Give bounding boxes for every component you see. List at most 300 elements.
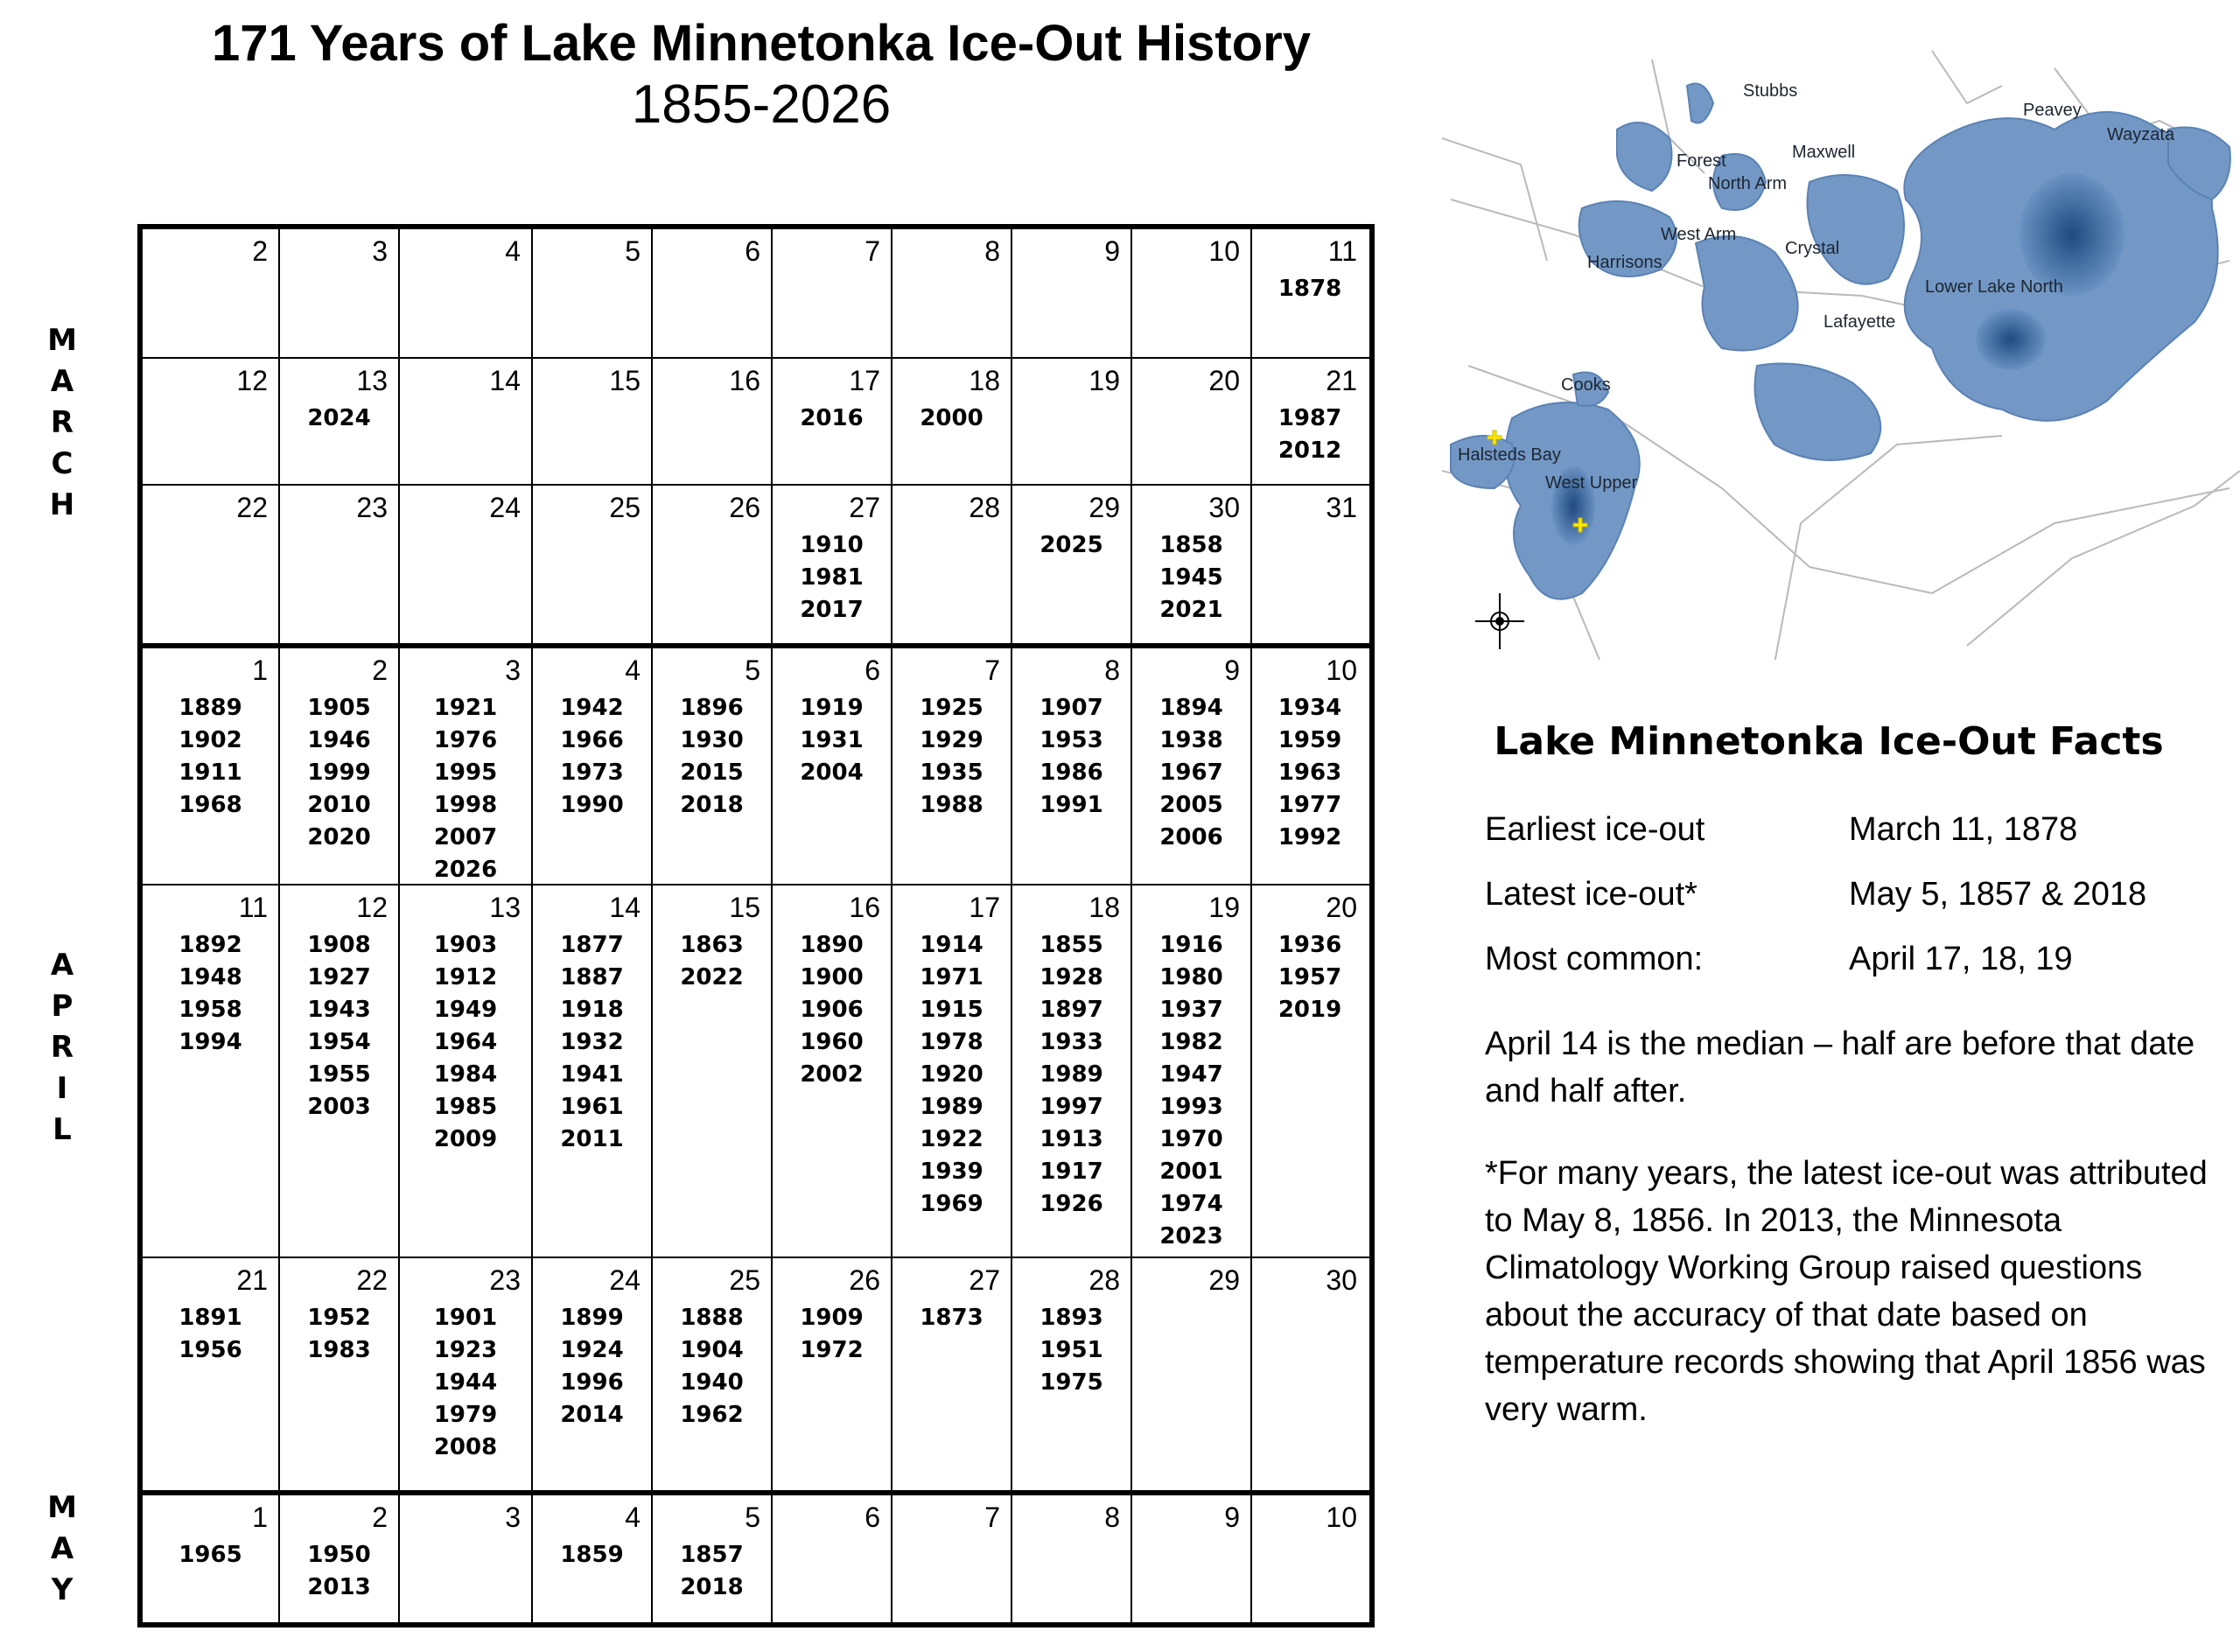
ice-out-year: 2018 (680, 1574, 744, 1600)
ice-out-year: 1928 (1040, 964, 1103, 990)
ice-out-year: 1951 (1040, 1337, 1103, 1363)
ice-out-year: 1971 (920, 964, 984, 990)
calendar-cell (651, 1495, 771, 1622)
ice-out-year: 1972 (800, 1337, 864, 1363)
calendar-cell (891, 886, 1011, 1256)
year-list (1132, 692, 1250, 854)
ice-out-year: 1953 (1040, 727, 1103, 753)
day-number: 22 (236, 492, 268, 523)
ice-out-year: 1976 (433, 727, 498, 753)
map-label: Stubbs (1743, 81, 1798, 101)
day-number: 1 (252, 1502, 268, 1533)
ice-out-year: 2021 (1159, 597, 1223, 623)
ice-out-year: 1918 (560, 997, 624, 1023)
fact-row (1485, 807, 2202, 859)
calendar-cell (651, 229, 771, 357)
day-number: 12 (356, 892, 388, 923)
year-list (1132, 529, 1250, 626)
ice-out-year: 1979 (433, 1402, 498, 1428)
map-label: Halsteds Bay (1458, 445, 1561, 465)
day-number: 14 (489, 365, 521, 396)
calendar-cell (1250, 886, 1368, 1256)
calendar-row (143, 1490, 1369, 1622)
ice-out-year: 1890 (800, 932, 864, 958)
day-number: 2 (252, 235, 268, 267)
map-label: Forest (1676, 151, 1726, 171)
facts-title: Lake Minnetonka Ice-Out Facts (1494, 719, 2164, 764)
ice-out-year: 1992 (1278, 824, 1342, 850)
day-number: 9 (1224, 654, 1240, 686)
day-number: 6 (864, 654, 880, 686)
day-number: 28 (969, 492, 1000, 523)
ice-out-year: 1933 (1040, 1029, 1103, 1055)
ice-out-year: 1906 (800, 997, 864, 1023)
ice-out-year: 1896 (680, 695, 744, 721)
ice-out-year: 2000 (920, 405, 984, 431)
calendar-cell (1130, 1258, 1250, 1490)
calendar-cell (651, 648, 771, 884)
day-number: 11 (238, 892, 268, 923)
ice-out-year: 1916 (1159, 932, 1223, 958)
calendar-cell (398, 1258, 531, 1490)
day-number: 15 (609, 365, 640, 396)
day-number: 1 (252, 654, 268, 686)
lake-map (1442, 33, 2240, 660)
ice-out-year: 1947 (1159, 1061, 1223, 1088)
ice-out-year: 1929 (920, 727, 984, 753)
calendar-cell (891, 486, 1011, 643)
map-label: West Upper (1545, 473, 1638, 493)
ice-out-year: 1975 (1040, 1369, 1103, 1396)
ice-out-year: 1904 (680, 1337, 744, 1363)
ice-out-year: 1941 (560, 1061, 624, 1088)
ice-out-year: 2009 (433, 1126, 498, 1152)
calendar-cell (531, 886, 651, 1256)
ice-out-year: 1945 (1159, 564, 1223, 591)
calendar-cell (398, 486, 531, 643)
year-list (653, 929, 771, 994)
month-label-april (44, 945, 80, 1151)
ice-out-year: 1903 (433, 932, 498, 958)
ice-out-year: 1978 (920, 1029, 984, 1055)
ice-out-year: 1899 (560, 1305, 624, 1331)
calendar-cell (771, 359, 891, 484)
ice-out-year: 2011 (560, 1126, 624, 1152)
calendar-cell (278, 229, 398, 357)
ice-out-year: 1974 (1159, 1191, 1223, 1217)
ice-out-year: 1967 (1159, 760, 1223, 786)
day-number: 19 (1208, 892, 1240, 923)
ice-out-year: 1932 (560, 1029, 624, 1055)
calendar-cell (651, 1258, 771, 1490)
fact-row (1485, 872, 2202, 924)
calendar-cell (1250, 648, 1368, 884)
day-number: 16 (729, 365, 760, 396)
calendar-cell (1130, 229, 1250, 357)
calendar-cell (1250, 359, 1368, 484)
page-title: 171 Years of Lake Minnetonka Ice-Out History (211, 15, 1312, 72)
ice-out-year: 1944 (433, 1369, 498, 1396)
day-number: 27 (969, 1264, 1000, 1296)
ice-out-year: 1926 (1040, 1191, 1103, 1217)
map-label: Crystal (1785, 239, 1840, 258)
year-list (773, 929, 891, 1091)
ice-out-year: 1969 (920, 1191, 984, 1217)
ice-out-year: 1963 (1278, 760, 1342, 786)
ice-out-year: 2013 (307, 1574, 371, 1600)
year-list (773, 402, 891, 435)
ice-out-year: 2016 (800, 405, 864, 431)
year-list (773, 692, 891, 789)
calendar-cell (143, 648, 278, 884)
day-number: 15 (729, 892, 760, 923)
ice-out-year: 1962 (680, 1402, 744, 1428)
fact-label: Latest ice-out* (1485, 876, 1698, 913)
ice-out-year: 1987 (1278, 405, 1342, 431)
month-label-may (44, 1488, 80, 1611)
ice-out-year: 1859 (560, 1542, 624, 1568)
year-list (533, 929, 651, 1156)
year-list (892, 929, 1011, 1221)
ice-out-year: 1902 (178, 727, 242, 753)
day-number: 12 (236, 365, 268, 396)
calendar-cell (1011, 648, 1130, 884)
month-letter: H (49, 487, 75, 522)
calendar-cell (1130, 359, 1250, 484)
ice-out-year: 2001 (1159, 1158, 1223, 1185)
calendar-cell (278, 359, 398, 484)
ice-out-year: 1994 (178, 1029, 242, 1055)
calendar-cell (771, 1258, 891, 1490)
ice-out-year: 1982 (1159, 1029, 1223, 1055)
year-list (653, 1302, 771, 1432)
day-number: 29 (1088, 492, 1120, 523)
ice-out-year: 1999 (307, 760, 371, 786)
ice-out-year: 1990 (560, 792, 624, 818)
calendar-cell (531, 359, 651, 484)
calendar-cell (1130, 486, 1250, 643)
ice-out-year: 1952 (307, 1305, 371, 1331)
day-number: 9 (1104, 235, 1120, 267)
ice-out-year: 1858 (1159, 532, 1223, 558)
day-number: 10 (1326, 654, 1357, 686)
calendar-cell (398, 886, 531, 1256)
map-label: Harrisons (1587, 253, 1662, 272)
ice-out-year: 2004 (800, 760, 864, 786)
map-label: North Arm (1708, 174, 1788, 193)
ice-out-year: 2022 (680, 964, 744, 990)
day-number: 6 (745, 235, 760, 267)
month-letter: A (50, 1531, 74, 1566)
ice-out-year: 1946 (307, 727, 371, 753)
year-list (1012, 1302, 1130, 1399)
day-number: 25 (729, 1264, 760, 1296)
day-number: 6 (864, 1502, 880, 1533)
day-number: 19 (1088, 365, 1120, 396)
year-list (1012, 529, 1130, 562)
day-number: 8 (984, 235, 1000, 267)
month-letter: L (52, 1112, 72, 1147)
ice-out-year: 2020 (307, 824, 371, 850)
ice-out-year: 1988 (920, 792, 984, 818)
year-list (892, 692, 1011, 822)
month-letter: C (51, 446, 74, 481)
day-number: 3 (372, 235, 388, 267)
day-number: 26 (849, 1264, 880, 1296)
calendar-cell (531, 1495, 651, 1622)
day-number: 17 (969, 892, 1000, 923)
year-list (400, 929, 531, 1156)
ice-out-year: 1997 (1040, 1094, 1103, 1120)
day-number: 17 (849, 365, 880, 396)
ice-out-year: 1984 (433, 1061, 498, 1088)
day-number: 16 (849, 892, 880, 923)
ice-out-year: 1966 (560, 727, 624, 753)
ice-out-year: 1930 (680, 727, 744, 753)
ice-out-year: 1986 (1040, 760, 1103, 786)
map-label: Wayzata (2107, 125, 2175, 144)
day-number: 11 (1327, 235, 1357, 267)
ice-out-year: 1863 (680, 932, 744, 958)
ice-out-year: 2006 (1159, 824, 1223, 850)
year-list (1252, 929, 1368, 1026)
ice-out-year: 1938 (1159, 727, 1223, 753)
day-number: 13 (356, 365, 388, 396)
year-list (1252, 402, 1368, 467)
page-subtitle: 1855-2026 (631, 74, 892, 135)
day-number: 30 (1208, 492, 1240, 523)
ice-out-year: 1893 (1040, 1305, 1103, 1331)
ice-out-year: 1913 (1040, 1126, 1103, 1152)
ice-out-year: 1961 (560, 1094, 624, 1120)
day-number: 23 (356, 492, 388, 523)
calendar-cell (278, 886, 398, 1256)
calendar-cell (1130, 886, 1250, 1256)
ice-out-year: 1995 (433, 760, 498, 786)
calendar-cell (278, 648, 398, 884)
day-number: 5 (625, 235, 640, 267)
ice-out-year: 2008 (433, 1434, 498, 1460)
calendar-cell (651, 486, 771, 643)
ice-out-year: 2018 (680, 792, 744, 818)
calendar-row (143, 884, 1369, 1256)
ice-out-year: 1891 (178, 1305, 242, 1331)
ice-out-year: 1905 (307, 695, 371, 721)
ice-out-year: 1939 (920, 1158, 984, 1185)
month-letter: R (50, 405, 74, 440)
ice-out-year: 2002 (800, 1061, 864, 1088)
ice-out-year: 1964 (433, 1029, 498, 1055)
day-number: 4 (625, 1502, 640, 1533)
fact-value: March 11, 1878 (1849, 811, 2078, 848)
ice-out-year: 2023 (1159, 1223, 1223, 1250)
ice-out-year: 1857 (680, 1542, 744, 1568)
ice-out-year: 1909 (800, 1305, 864, 1331)
calendar-row (143, 229, 1369, 357)
calendar-cell (531, 648, 651, 884)
day-number: 22 (356, 1264, 388, 1296)
year-list (533, 1302, 651, 1432)
ice-out-year: 2025 (1040, 532, 1103, 558)
day-number: 10 (1208, 235, 1240, 267)
ice-out-year: 2003 (307, 1094, 371, 1120)
day-number: 8 (1104, 1502, 1120, 1533)
day-number: 31 (1326, 492, 1357, 523)
map-label: Cooks (1561, 375, 1611, 395)
month-letter: R (50, 1030, 74, 1065)
ice-out-year: 1873 (920, 1305, 984, 1331)
calendar-cell (771, 886, 891, 1256)
year-list (280, 1302, 398, 1367)
calendar-cell (771, 229, 891, 357)
calendar-cell (651, 359, 771, 484)
year-list (892, 402, 1011, 435)
ice-out-year: 1991 (1040, 792, 1103, 818)
month-letter: Y (51, 1572, 74, 1607)
deep-water (1976, 309, 2046, 370)
ice-out-year: 1900 (800, 964, 864, 990)
calendar-row (143, 643, 1369, 884)
ice-out-year: 1920 (920, 1061, 984, 1088)
day-number: 4 (505, 235, 521, 267)
ice-out-year: 1931 (800, 727, 864, 753)
ice-out-year: 1927 (307, 964, 371, 990)
ice-out-year: 1901 (433, 1305, 498, 1331)
day-number: 30 (1326, 1264, 1357, 1296)
ice-out-year: 1934 (1278, 695, 1342, 721)
year-list (143, 692, 278, 822)
calendar-cell (1011, 486, 1130, 643)
fact-value: May 5, 1857 & 2018 (1849, 876, 2147, 913)
calendar-cell (278, 1258, 398, 1490)
calendar-row (143, 357, 1369, 484)
day-number: 4 (625, 654, 640, 686)
calendar-cell (1130, 1495, 1250, 1622)
ice-out-year: 1948 (178, 964, 242, 990)
day-number: 7 (984, 654, 1000, 686)
map-label: Lafayette (1824, 312, 1896, 332)
year-list (1132, 929, 1250, 1253)
ice-out-year: 1892 (178, 932, 242, 958)
month-letter: M (47, 1490, 77, 1525)
ice-out-year: 1950 (307, 1542, 371, 1568)
calendar-row (143, 1256, 1369, 1490)
ice-out-year: 1935 (920, 760, 984, 786)
ice-out-year: 1917 (1040, 1158, 1103, 1185)
ice-out-year: 1924 (560, 1337, 624, 1363)
ice-out-year: 1965 (178, 1542, 242, 1568)
ice-out-year: 2017 (800, 597, 864, 623)
year-list (400, 1302, 531, 1464)
calendar-cell (531, 229, 651, 357)
calendar-cell (278, 486, 398, 643)
year-list (280, 1539, 398, 1604)
year-list (653, 1539, 771, 1604)
day-number: 8 (1104, 654, 1120, 686)
year-list (773, 529, 891, 626)
ice-out-year: 1942 (560, 695, 624, 721)
month-letter: M (47, 323, 77, 358)
month-label-march (44, 320, 80, 526)
map-label: Maxwell (1792, 143, 1856, 162)
year-list (653, 692, 771, 822)
day-number: 13 (489, 892, 521, 923)
calendar-cell (891, 648, 1011, 884)
footnote: *For many years, the latest ice-out was attributed to May 8, 1856. In 2013, the Minnesota Climatology Working Group raised questions about the accuracy of that date based on temperature records showing that April 1856 was very warm. (1485, 1155, 2208, 1428)
ice-out-year: 1970 (1159, 1126, 1223, 1152)
month-letter: A (50, 948, 74, 983)
ice-out-year: 1937 (1159, 997, 1223, 1023)
calendar-cell (531, 1258, 651, 1490)
year-list (143, 1539, 278, 1572)
ice-out-year: 1943 (307, 997, 371, 1023)
ice-out-year: 1889 (178, 695, 242, 721)
calendar-cell (1250, 486, 1368, 643)
calendar-cell (143, 229, 278, 357)
day-number: 20 (1326, 892, 1357, 923)
day-number: 10 (1326, 1502, 1357, 1533)
ice-out-year: 2010 (307, 792, 371, 818)
calendar-cell (1011, 1495, 1130, 1622)
calendar-cell (771, 648, 891, 884)
day-number: 7 (984, 1502, 1000, 1533)
ice-out-calendar (137, 224, 1375, 1628)
ice-out-year: 1940 (680, 1369, 744, 1396)
day-number: 29 (1208, 1264, 1240, 1296)
calendar-cell (143, 1495, 278, 1622)
day-number: 2 (372, 654, 388, 686)
day-number: 3 (505, 1502, 521, 1533)
ice-out-year: 2005 (1159, 792, 1223, 818)
map-label: Peavey (2023, 101, 2082, 120)
calendar-cell (891, 229, 1011, 357)
calendar-cell (278, 1495, 398, 1622)
ice-out-year: 1907 (1040, 695, 1103, 721)
ice-out-year: 1983 (307, 1337, 371, 1363)
year-list (143, 929, 278, 1059)
median-note: April 14 is the median – half are before that date and half after. (1485, 1026, 2195, 1110)
day-number: 26 (729, 492, 760, 523)
calendar-cell (1011, 229, 1130, 357)
ice-out-year: 1910 (800, 532, 864, 558)
ice-out-year: 2026 (433, 857, 498, 883)
calendar-cell (398, 1495, 531, 1622)
day-number: 21 (1326, 365, 1357, 396)
ice-out-year: 1936 (1278, 932, 1342, 958)
calendar-cell (1130, 648, 1250, 884)
day-number: 3 (505, 654, 521, 686)
fact-label: Most common: (1485, 941, 1704, 977)
day-number: 25 (609, 492, 640, 523)
map-label: Lower Lake North (1925, 277, 2063, 297)
year-list (1012, 929, 1130, 1221)
calendar-cell (1011, 886, 1130, 1256)
calendar-cell (1250, 1258, 1368, 1490)
ice-out-year: 1888 (680, 1305, 744, 1331)
ice-out-year: 1877 (560, 932, 624, 958)
day-number: 24 (489, 492, 521, 523)
calendar-cell (143, 886, 278, 1256)
ice-out-year: 1878 (1278, 276, 1342, 302)
calendar-cell (143, 359, 278, 484)
calendar-cell (398, 648, 531, 884)
day-number: 21 (236, 1264, 268, 1296)
ice-out-year: 1959 (1278, 727, 1342, 753)
ice-out-year: 2014 (560, 1402, 624, 1428)
ice-out-year: 1977 (1278, 792, 1342, 818)
ice-out-year: 1915 (920, 997, 984, 1023)
calendar-cell (891, 359, 1011, 484)
